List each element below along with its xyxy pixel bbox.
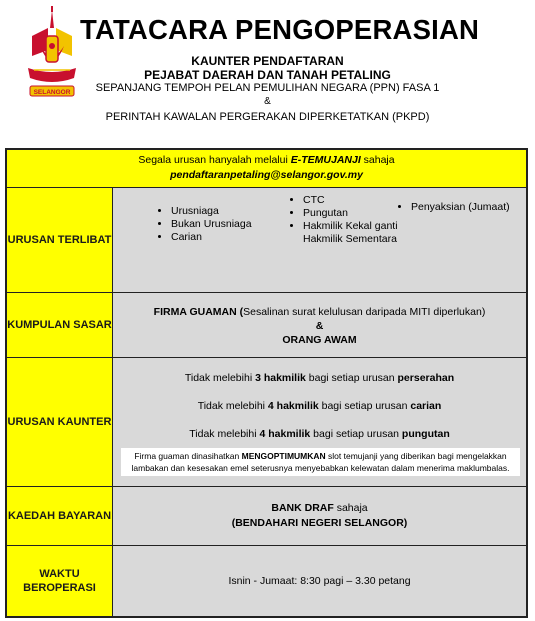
subtitle-ppn: SEPANJANG TEMPOH PELAN PEMULIHAN NEGARA (PPN) FASA 1 <box>95 82 440 94</box>
kaunter-line-perserahan: Tidak melebihi 3 hakmilik bagi setiap urusan perserahan <box>184 372 455 384</box>
urusan-list-2 <box>289 194 413 246</box>
label-urusan-terlibat: URUSAN TERLIBAT <box>7 188 113 292</box>
subtitle-pkpd: PERINTAH KAWALAN PERGERAKAN DIPERKETATKAN (PKPD) <box>105 111 430 123</box>
kumpulan-sasar-content <box>113 293 526 357</box>
firma-advice-note: Firma guaman dinasihatkan MENGOPTIMUMKAN slot temujanji yang diberikan bagi mengelakkan lambakan dan kesesakan emel seterusnya menyebabkan kelewatan dalam menerima maklumbalas. <box>121 448 520 476</box>
subtitle-counter: KAUNTER PENDAFTARAN <box>191 54 344 68</box>
label-kaedah-bayaran: KAEDAH BAYARAN <box>7 487 113 545</box>
banner-email[interactable]: pendaftaranpetaling@selangor.gov.my <box>170 169 363 181</box>
bendahari-text: (BENDAHARI NEGERI SELANGOR) <box>231 517 408 529</box>
list-item: • Penyaksian (Jumaat) <box>411 201 510 214</box>
banner-etemujanji: E-TEMUJANJI <box>290 154 361 166</box>
ampersand: & <box>315 320 324 332</box>
label-kumpulan-sasar: KUMPULAN SASAR <box>7 293 113 357</box>
subtitle-office: PEJABAT DAERAH DAN TANAH PETALING <box>144 68 391 82</box>
kaunter-line-pungutan: Tidak melebihi 4 hakmilik bagi setiap urusan pungutan <box>189 428 450 440</box>
procedure-table <box>5 148 528 618</box>
banner-post-text: sahaja <box>360 154 395 166</box>
list-item: • Hakmilik Kekal ganti Hakmilik Sementara <box>303 220 413 246</box>
banner-pre-text: Segala urusan hanyalah melalui <box>138 154 291 166</box>
urusan-terlibat-content <box>113 188 526 292</box>
waktu-beroperasi-content <box>113 546 526 616</box>
document-header <box>0 0 535 140</box>
page-title: TATACARA PENGOPERASIAN <box>80 14 480 45</box>
list-item: • Carian <box>171 231 252 244</box>
urusan-kaunter-content <box>113 358 526 486</box>
subtitle-ampersand: & <box>264 96 271 107</box>
row-urusan-kaunter <box>7 357 526 486</box>
logo-text: SELANGOR <box>33 89 71 96</box>
urusan-list-3 <box>397 201 510 214</box>
orang-awam-text: ORANG AWAM <box>282 334 357 346</box>
urusan-list-1 <box>157 205 252 244</box>
row-kaedah-bayaran <box>7 486 526 545</box>
kaunter-line-carian: Tidak melebihi 4 hakmilik bagi setiap urusan carian <box>197 400 442 412</box>
firma-note: Sesalinan surat kelulusan daripada MITI diperlukan) <box>243 306 486 318</box>
label-waktu-beroperasi: WAKTU BEROPERASI <box>7 546 113 616</box>
firma-guaman-text: FIRMA GUAMAN ( <box>153 306 244 318</box>
row-urusan-terlibat <box>7 187 526 292</box>
operating-hours: Isnin - Jumaat: 8:30 pagi – 3.30 petang <box>228 575 411 587</box>
kaedah-bayaran-content <box>113 487 526 545</box>
row-kumpulan-sasar <box>7 292 526 357</box>
list-item: • Pungutan <box>303 207 413 220</box>
list-item: • Urusniaga <box>171 205 252 218</box>
list-item: • Bukan Urusniaga <box>171 218 252 231</box>
row-waktu-beroperasi <box>7 545 526 616</box>
appointment-banner <box>7 150 526 187</box>
sahaja-text: sahaja <box>333 502 368 514</box>
list-item: • CTC <box>303 194 413 207</box>
bank-draf-text: BANK DRAF <box>271 502 334 514</box>
label-urusan-kaunter: URUSAN KAUNTER <box>7 358 113 486</box>
